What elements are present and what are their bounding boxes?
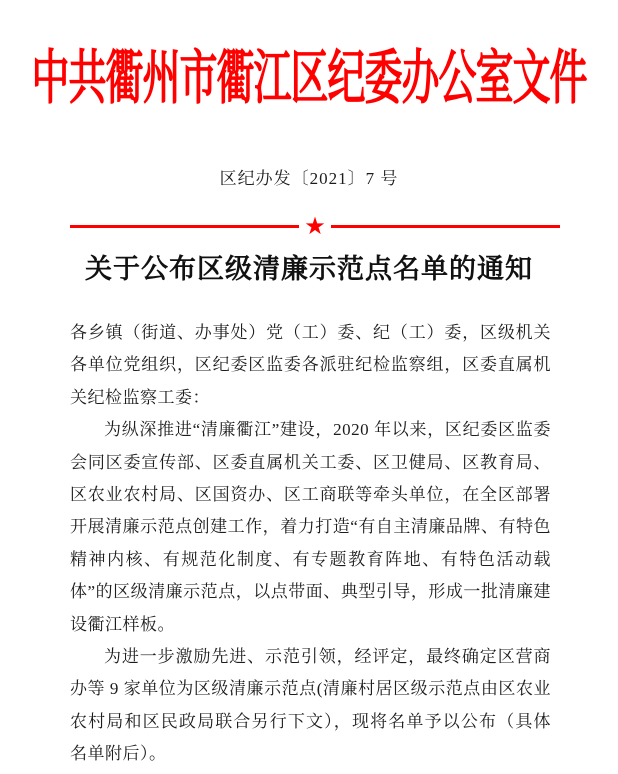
red-divider-line-right	[331, 225, 560, 228]
notice-title: 关于公布区级清廉示范点名单的通知	[85, 254, 533, 284]
body-paragraph-1: 为纵深推进“清廉衢江”建设，2020 年以来，区纪委区监委会同区委宣传部、区委直属机关工委、区卫健局、区教育局、区农业农村局、区国资办、区工商联等牵头单位，在全区部署开展清廉示范点创建工作，着力打造“有自主清廉品牌、有特色精神内核、有规范化制度、有专题教育阵地、有特色活动载体”的区级清廉示范点，以点带面、典型引导，形成一批清廉建设衢江样板。	[70, 420, 551, 634]
star-icon: ★	[304, 212, 326, 240]
red-divider-line-left	[70, 225, 299, 228]
body-paragraph-2: 为进一步激励先进、示范引领，经评定，最终确定区营商办等 9 家单位为区级清廉示范点(清廉村居区级示范点由区农业农村局和区民政局联合另行下文），现将名单予以公布（具体名单附后）。	[70, 647, 551, 764]
red-header-org-title: 中共衢州市衢江区纪委办公室文件	[31, 47, 587, 113]
notice-body	[70, 317, 551, 771]
addressee-paragraph: 各乡镇（街道、办事处）党（工）委、纪（工）委，区级机关各单位党组织，区纪委区监委各派驻纪检监察组，区委直属机关纪检监察工委：	[70, 323, 551, 407]
red-divider	[70, 213, 560, 239]
document-number: 区纪办发〔2021〕7 号	[219, 169, 399, 188]
